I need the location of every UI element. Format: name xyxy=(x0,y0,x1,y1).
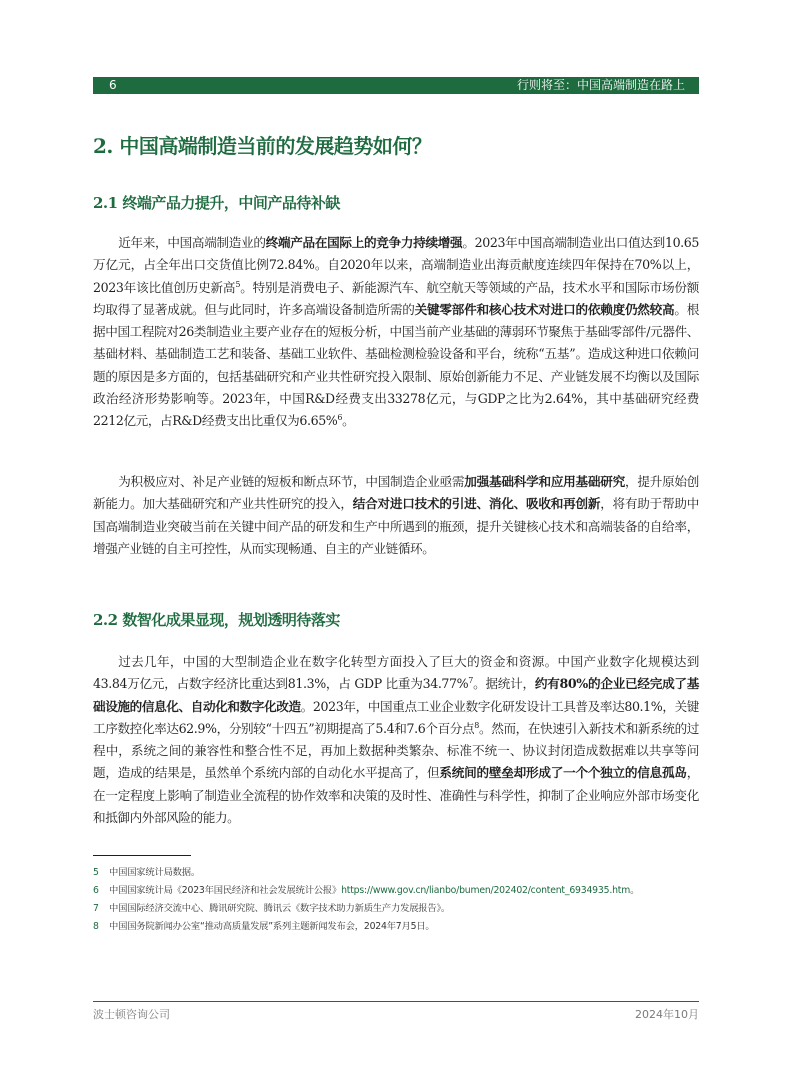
footnote-6 xyxy=(93,883,699,898)
paragraph-2-1-a: 近年来，中国高端制造业的终端产品在国际上的竞争力持续增强。2023年中国高端制造业出口值达到10.65万亿元，占全年出口交货值比例72.84%。自2020年以来，高端制造业出海贡献度连续四年保持在70%以上，2023年该比值创历史新高$^5$。特别是消费电子、新能源汽车、航空航天等领域的产品，技术水平和国际市场份额均取得了显著成就。但与此同时，许多高端设备制造所需的关键零部件和核心技术对进口的依赖度仍然较高。根据中国工程院对26类制造业主要产业存在的短板分析，中国当前产业基础的薄弱环节聚焦于基础零部件/元器件、基础材料、基础制造工艺和装备、基础工业软件、基础检测检验设备和平台，统称“五基”。造成这种进口依赖问题的原因是多方面的，包括基础研究和产业共性研究投入限制、原始创新能力不足、产业链发展不均衡以及国际政治经济形势影响等。2023年，中国R&D经费支出33278亿元，与GDP之比为2.64%，其中基础研究经费2212亿元，占R&D经费支出比重仅为6.65%$^6$。 xyxy=(93,235,700,429)
footer-date: 2024年10月 xyxy=(635,1008,699,1021)
paragraph-2-2-a: 过去几年，中国的大型制造企业在数字化转型方面投入了巨大的资金和资源。中国产业数字化规模达到43.84万亿元，占数字经济比重达到81.3%，占 GDP 比重为34.77%$^7$。据统计，约有80%的企业已经完成了基础设施的信息化、自动化和数字化改造。2023年，中国重点工业企业数字化研发设计工具普及率达80.1%，关键工序数控化率达62.9%，分别较“十四五”初期提高了5.4和7.6个百分点$^8$。然而，在快速引入新技术和新系统的过程中，系统之间的兼容性和整合性不足，再加上数据种类繁杂、标准不统一、协议封闭造成数据难以共享等问题，造成的结果是，虽然单个系统内部的自动化水平提高了，但系统间的壁垒却形成了一个个独立的信息孤岛，在一定程度上影响了制造业全流程的协作效率和决策的及时性、准确性与科学性，抑制了企业响应外部市场变化和抵御内外部风险的能力。 xyxy=(93,654,699,826)
footnote-number: 7 xyxy=(93,903,99,914)
section-title: 2. 中国高端制造当前的发展趋势如何？ xyxy=(93,134,432,158)
footnote-7 xyxy=(93,901,699,916)
footnote-ref-7[interactable]: 7 xyxy=(468,676,473,686)
footer-company: 波士顿咨询公司 xyxy=(93,1008,170,1021)
footnote-ref-5[interactable]: 5 xyxy=(235,279,241,289)
footnote-number: 6 xyxy=(93,885,99,896)
footnote-divider xyxy=(93,855,191,856)
footnote-5 xyxy=(93,865,699,880)
footer-divider xyxy=(93,1001,699,1002)
running-header-bar xyxy=(93,77,699,94)
footnote-ref-6[interactable]: 6 xyxy=(337,413,343,423)
footnote-text: 中国国家统计局数据。 xyxy=(109,867,200,878)
footnote-tail: 。 xyxy=(630,885,640,896)
paragraph-2-1-b: 为积极应对、补足产业链的短板和断点环节，中国制造企业亟需加强基础科学和应用基础研究，提升原始创新能力。加大基础研究和产业共性研究的投入，结合对进口技术的引进、消化、吸收和再创新，将有助于帮助中国高端制造业突破当前在关键中间产品的研发和生产中所遇到的瓶颈，提升关键核心技术和高端装备的自给率，增强产业链的自主可控性，从而实现畅通、自主的产业链循环。 xyxy=(93,474,699,556)
footnote-ref-8[interactable]: 8 xyxy=(474,720,479,730)
running-title: 行则将至：中国高端制造在路上 xyxy=(516,78,685,92)
footnote-number: 5 xyxy=(93,867,99,878)
footnote-8 xyxy=(93,919,699,934)
footnote-text: 中国国家统计局《2023年国民经济和社会发展统计公报》 xyxy=(109,885,342,896)
subsection-heading-2-1: 2.1 终端产品力提升，中间产品待补缺 xyxy=(93,194,340,212)
subsection-heading-2-2: 2.2 数智化成果显现，规划透明待落实 xyxy=(93,611,340,629)
footnote-text: 中国国务院新闻办公室“推动高质量发展”系列主题新闻发布会，2024年7月5日。 xyxy=(109,921,435,932)
page-footer xyxy=(93,1006,699,1022)
footnote-link[interactable]: https://www.gov.cn/lianbo/bumen/202402/content_6934935.htm xyxy=(341,885,631,896)
footnote-text: 中国国际经济交流中心、腾讯研究院、腾讯云《数字技术助力新质生产力发展报告》。 xyxy=(109,903,451,914)
footnotes xyxy=(93,865,699,937)
footnote-number: 8 xyxy=(93,921,99,932)
page-number: 6 xyxy=(109,78,117,92)
